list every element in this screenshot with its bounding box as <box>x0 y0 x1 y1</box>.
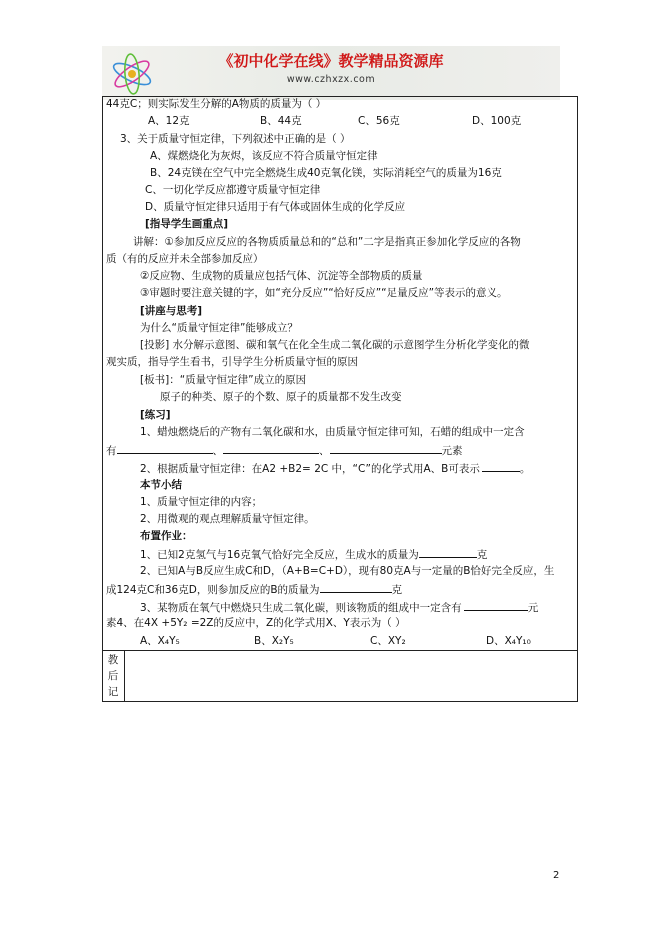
answer-blank[interactable] <box>223 444 319 454</box>
banner-url: www.czhxzx.com <box>286 74 376 85</box>
banner-title: 《初中化学在线》教学精品资源库 <box>218 52 444 70</box>
summary-item: 2、用微观的观点理解质量守恒定律。 <box>140 513 315 525</box>
q2-option-b: B、44克 <box>260 115 302 127</box>
table-row-divider <box>102 650 578 651</box>
q2-option-a: A、12克 <box>148 115 190 127</box>
answer-blank[interactable] <box>464 601 528 611</box>
homework-q1: 1、已知2克氢气与16克氧气恰好完全反应，生成水的质量为 克 <box>140 549 488 561</box>
summary-item: 1、质量守恒定律的内容； <box>140 496 263 508</box>
practice-q1: 1、蜡烛燃烧后的产物有二氧化碳和水，由质量守恒定律可知，石蜡的组成中一定含 <box>140 426 525 438</box>
answer-blank[interactable] <box>330 444 442 454</box>
q3-option-a: A、煤燃烧化为灰烬，该反应不符合质量守恒定律 <box>150 150 378 162</box>
homework-q2-cont: 成124克C和36克D，则参加反应的B的质量为 克 <box>106 584 403 596</box>
discuss-heading: [讲座与思考] <box>140 305 203 317</box>
homework-q4: 素4、在4X +5Y₂ =2Z的反应中，Z的化学式用X、Y表示为（ ） <box>106 617 406 629</box>
homework-q4-option-a: A、X₄Y₅ <box>140 635 180 647</box>
projection-text: 观实质，指导学生看书，引导学生分析质量守恒的原因 <box>106 356 358 368</box>
guide-line: 讲解：①参加反应反应的各物质质量总和的“总和”二字是指真正参加化学反应的各物 <box>133 236 521 248</box>
homework-q4-option-b: B、X₂Y₅ <box>254 635 294 647</box>
q3-option-c: C、一切化学反应都遵守质量守恒定律 <box>145 184 321 196</box>
answer-blank[interactable] <box>482 462 520 472</box>
q3-option-b: B、24克镁在空气中完全燃烧生成40克氧化镁，实际消耗空气的质量为16克 <box>150 167 502 179</box>
q2-stem: 44克C；则实际发生分解的A物质的质量为（ ） <box>106 98 327 110</box>
projection-text: [投影] 水分解示意图、碳和氧气在化全生成二氧化碳的示意图学生分析化学变化的微 <box>140 339 530 351</box>
board-content: 原子的种类、原子的个数、原子的质量都不发生改变 <box>160 391 402 403</box>
guide-line: ②反应物、生成物的质量应包括气体、沉淀等全部物质的质量 <box>140 270 423 282</box>
practice-heading: [练习] <box>140 409 171 421</box>
reflection-label: 教 后 记 <box>107 654 119 698</box>
board-heading: [板书]：“质量守恒定律”成立的原因 <box>140 374 307 386</box>
q3-option-d: D、质量守恒定律只适用于有气体或固体生成的化学反应 <box>145 201 406 213</box>
q3-stem: 3、关于质量守恒定律，下列叙述中正确的是（ ） <box>120 133 351 145</box>
summary-heading: 本节小结 <box>140 479 182 491</box>
q2-option-d: D、100克 <box>472 115 522 127</box>
practice-q2: 2、根据质量守恒定律：在A2 +B2= 2C 中，“C”的化学式用A、B可表示 。 <box>140 463 531 475</box>
homework-q4-option-c: C、XY₂ <box>370 635 406 647</box>
reflection-content-area[interactable] <box>126 652 576 700</box>
answer-blank[interactable] <box>117 444 213 454</box>
header-banner <box>102 46 560 100</box>
page-number: 2 <box>553 870 560 881</box>
discuss-question: 为什么“质量守恒定律”能够成立？ <box>140 322 298 334</box>
homework-heading: 布置作业： <box>140 530 193 542</box>
q2-option-c: C、56克 <box>358 115 400 127</box>
answer-blank[interactable] <box>419 548 477 558</box>
guide-line: 质（有的反应并未全部参加反应） <box>106 253 264 265</box>
answer-blank[interactable] <box>320 583 392 593</box>
practice-q1-answer: 有 、 、 元素 <box>106 445 463 457</box>
guide-heading: [指导学生画重点] <box>145 218 229 230</box>
homework-q4-option-d: D、X₄Y₁₀ <box>486 635 531 647</box>
guide-line: ③审题时要注意关键的字，如“充分反应”“恰好反应”“足量反应”等表示的意义。 <box>140 287 508 299</box>
homework-q2: 2、已知A与B反应生成C和D，（A+B=C+D），现有80克A与一定量的B恰好完全反应，生 <box>140 565 555 577</box>
homework-q3: 3、某物质在氧气中燃烧只生成二氧化碳，则该物质的组成中一定含有 元 <box>140 602 539 614</box>
